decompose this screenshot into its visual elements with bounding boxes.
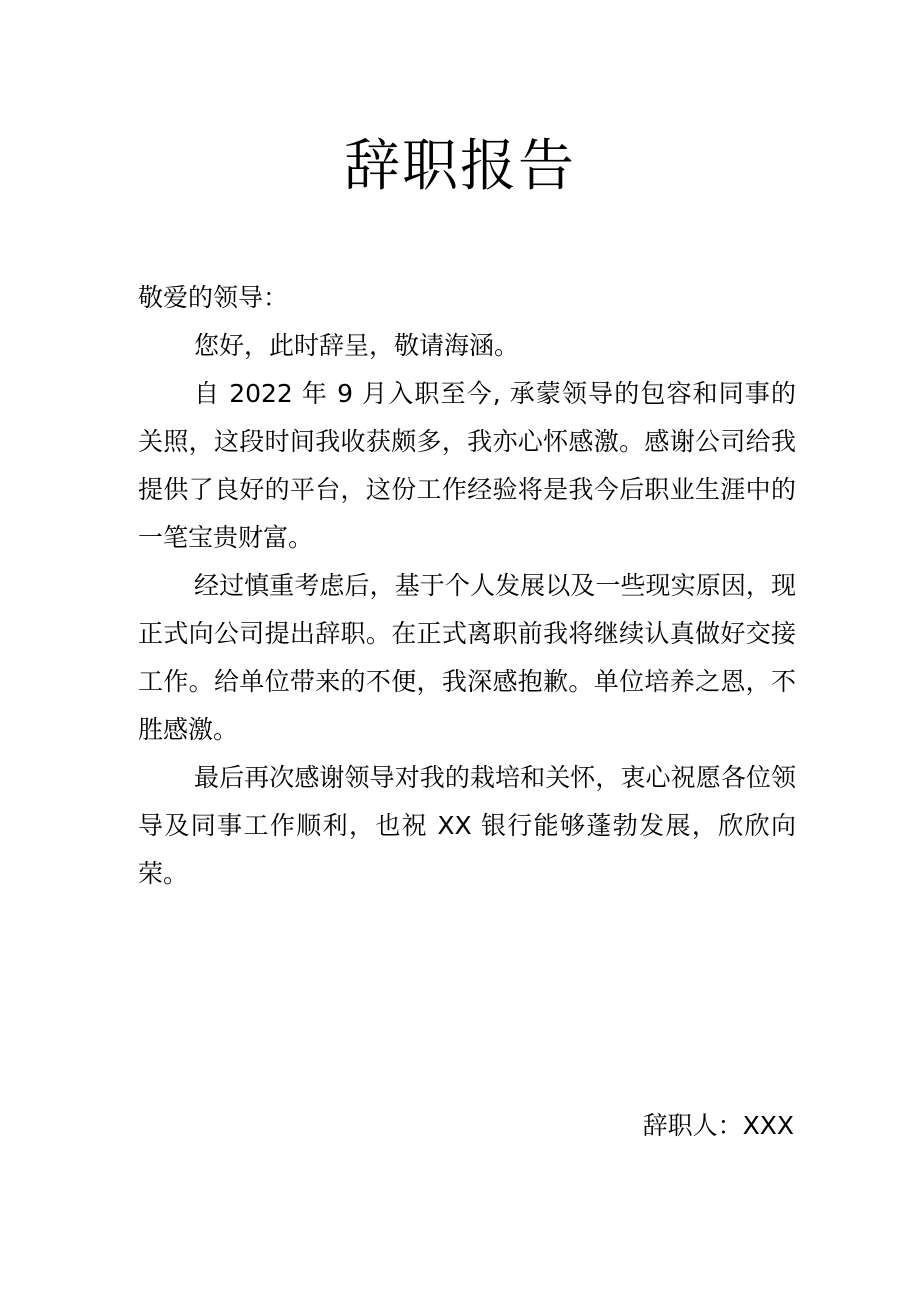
paragraph-resignation: 经过慎重考虑后，基于个人发展以及一些现实原因，现正式向公司提出辞职。在正式离职前我将继续认真做好交接工作。给单位带来的不便，我深感抱歉。单位培养之恩，不胜感激。 bbox=[138, 571, 796, 744]
salutation: 敬爱的领导： bbox=[138, 283, 289, 312]
paragraph-gratitude: 自 2022 年 9 月入职至今, 承蒙领导的包容和同事的关照，这段时间我收获颇多，我亦心怀感激。感谢公司给我提供了良好的平台，这份工作经验将是我今后职业生涯中的一笔宝贵财富。 bbox=[138, 379, 796, 552]
paragraph-closing: 最后再次感谢领导对我的栽培和关怀，衷心祝愿各位领导及同事工作顺利，也祝 XX 银行能够蓬勃发展，欣欣向荣。 bbox=[138, 763, 796, 888]
document-body bbox=[138, 274, 796, 898]
paragraph-greeting: 您好，此时辞呈，敬请海涵。 bbox=[194, 331, 520, 360]
signature-line: 辞职人：XXX bbox=[642, 1111, 794, 1140]
document-title: 辞职报告 bbox=[344, 134, 576, 199]
